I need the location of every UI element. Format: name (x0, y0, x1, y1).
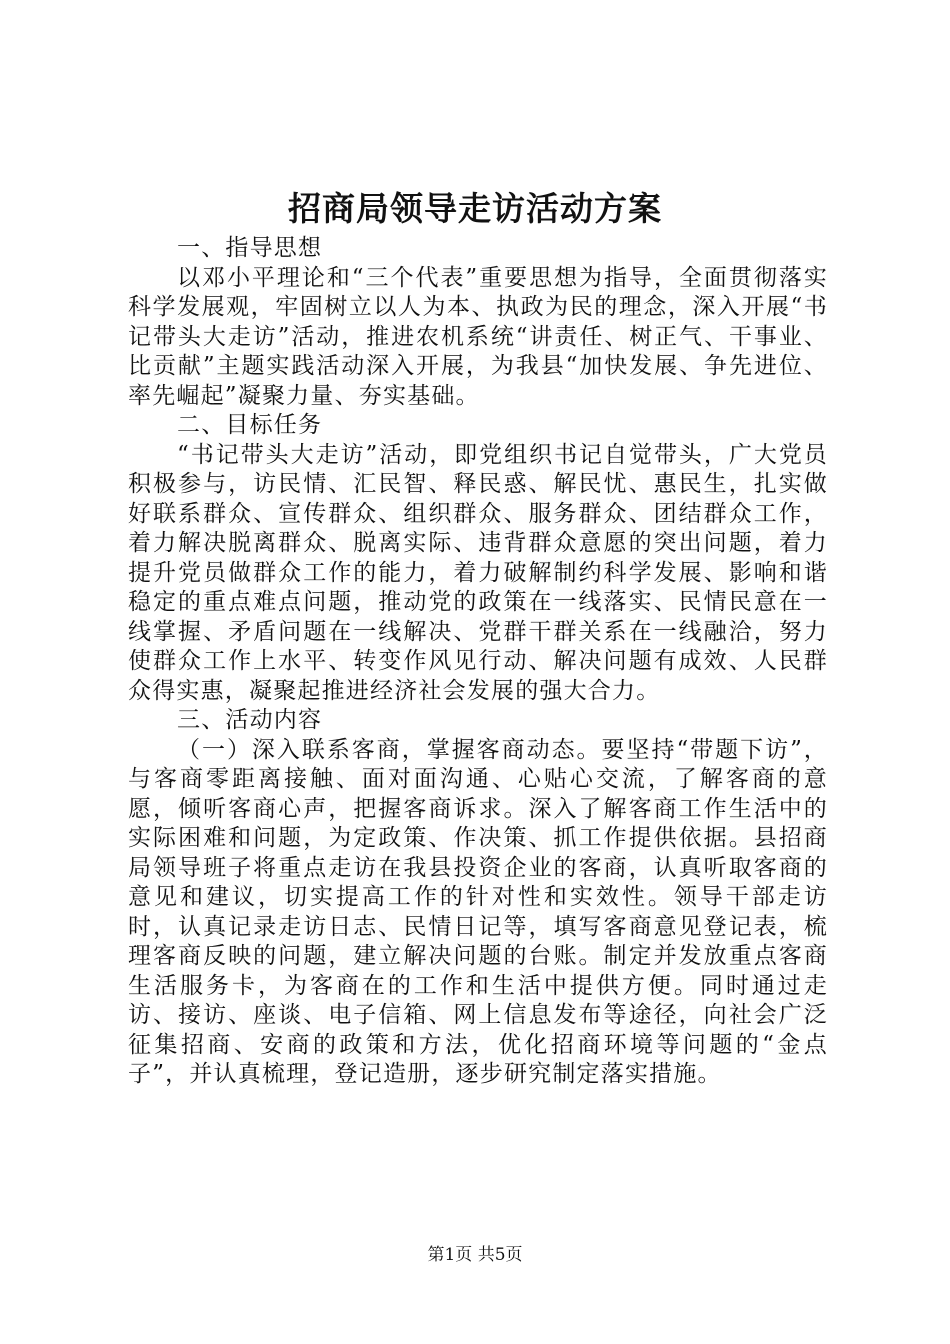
document-title: 招商局领导走访活动方案 (288, 189, 662, 228)
section-heading-guiding-ideology: 一、指导思想 (177, 235, 323, 261)
section-paragraph: 以邓小平理论和“三个代表”重要思想为指导，全面贯彻落实科学发展观，牢固树立以人为本、执政为民的理念，深入开展“书记带头大走访”活动，推进农机系统“讲责任、树正气、干事业、比贡献”主题实践活动深入开展，为我县“加快发展、争先进位、率先崛起”凝聚力量、夯实基础。 (128, 264, 828, 409)
section-paragraph: “书记带头大走访”活动，即党组织书记自觉带头，广大党员积极参与，访民情、汇民智、释民惑、解民忧、惠民生，扎实做好联系群众、宣传群众、组织群众、服务群众、团结群众工作，着力解决脱离群众、脱离实际、违背群众意愿的突出问题，着力提升党员做群众工作的能力，着力破解制约科学发展、影响和谐稳定的重点难点问题，推动党的政策在一线落实、民情民意在一线掌握、矛盾问题在一线解决、党群干群关系在一线融洽，努力使群众工作上水平、转变作风见行动、解决问题有成效、人民群众得实惠，凝聚起推进经济社会发展的强大合力。 (128, 441, 828, 704)
document-body (128, 234, 828, 1090)
section-paragraph: （一）深入联系客商，掌握客商动态。要坚持“带题下访”，与客商零距离接触、面对面沟通、心贴心交流，了解客商的意愿，倾听客商心声，把握客商诉求。深入了解客商工作生活中的实际困难和问题，为定政策、作决策、抓工作提供依据。县招商局领导班子将重点走访在我县投资企业的客商，认真听取客商的意见和建议，切实提高工作的针对性和实效性。领导干部走访时，认真记录走访日志、民情日记等，填写客商意见登记表，梳理客商反映的问题，建立解决问题的台账。制定并发放重点客商生活服务卡，为客商在的工作和生活中提供方便。同时通过走访、接访、座谈、电子信箱、网上信息发布等途径，向社会广泛征集招商、安商的政策和方法，优化招商环境等问题的“金点子”，并认真梳理，登记造册，逐步研究制定落实措施。 (128, 736, 828, 1087)
section-heading-goals: 二、目标任务 (177, 412, 323, 438)
page-footer: 第1页 共5页 (427, 1245, 523, 1265)
section-heading-activities: 三、活动内容 (177, 707, 323, 733)
